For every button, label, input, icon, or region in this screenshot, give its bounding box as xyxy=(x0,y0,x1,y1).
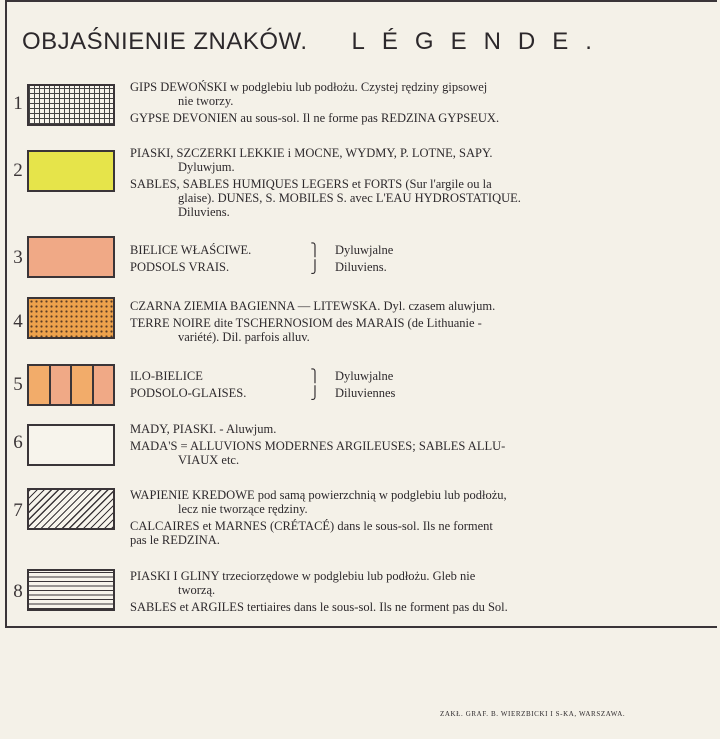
entry-line: MADY, PIASKI. - Aluwjum. xyxy=(130,422,277,436)
entry-line: PIASKI, SZCZERKI LEKKIE i MOCNE, WYDMY, P. LOTNE, SAPY. xyxy=(130,146,493,160)
brace-mark: ⎭ xyxy=(310,260,320,274)
entry-line: WAPIENIE KREDOWE pod samą powierzchnią w podglebiu lub podłożu, xyxy=(130,488,507,502)
entry-text xyxy=(130,243,670,274)
entry-line: VIAUX etc. xyxy=(178,453,240,467)
entry-line: pas le REDZINA. xyxy=(130,533,220,547)
entry-line: tworzą. xyxy=(178,583,216,597)
entry-line: Diluviens. xyxy=(335,260,387,274)
entry-line: SABLES, SABLES HUMIQUES LEGERS et FORTS (Sur l'argile ou la xyxy=(130,177,492,191)
entry-line: MADA'S = ALLUVIONS MODERNES ARGILEUSES; SABLES ALLU- xyxy=(130,439,506,453)
entry-line: Diluviens. xyxy=(178,205,230,219)
printer-credit: ZAKŁ. GRAF. B. WIERZBICKI I S-KA, WARSZAWA. xyxy=(440,710,626,718)
brace-mark: ⎫ xyxy=(310,369,320,383)
title-french: LÉGENDE. xyxy=(351,28,609,55)
entry-line: Diluviennes xyxy=(335,386,396,400)
entry-line: SABLES et ARGILES tertiaires dans le sous-sol. Ils ne forment pas du Sol. xyxy=(130,600,508,614)
entry-text xyxy=(130,146,670,219)
blank-swatch xyxy=(27,424,115,466)
diagonal-hatch-swatch xyxy=(27,488,115,530)
legend-title xyxy=(22,28,609,56)
entry-line: GIPS DEWOŃSKI w podglebiu lub podłożu. Czystej rędziny gipsowej xyxy=(130,80,488,94)
entry-number: 7 xyxy=(13,500,23,521)
entry-line: variété). Dil. parfois alluv. xyxy=(178,330,310,344)
entry-line: GYPSE DEVONIEN au sous-sol. Il ne forme pas REDZINA GYPSEUX. xyxy=(130,111,500,125)
entry-line: PODSOLO-GLAISES. xyxy=(130,386,247,400)
entry-line: lecz nie tworzące rędziny. xyxy=(178,502,308,516)
entry-number: 3 xyxy=(13,247,23,268)
entry-number: 8 xyxy=(13,581,23,602)
entry-line: PODSOLS VRAIS. xyxy=(130,260,230,274)
entry-line: nie tworzy. xyxy=(178,94,234,108)
striped-orange-swatch xyxy=(27,364,115,406)
entry-line: Dyluwjalne xyxy=(335,243,394,257)
entry-line: TERRE NOIRE dite TSCHERNOSIOM des MARAIS (de Lithuanie - xyxy=(130,316,482,330)
entry-number: 1 xyxy=(13,93,23,114)
entry-text xyxy=(130,80,670,125)
entry-line: PIASKI I GLINY trzeciorzędowe w podglebiu lub podłożu. Gleb nie xyxy=(130,569,476,583)
entry-line: Dyluwjalne xyxy=(335,369,394,383)
entry-number: 4 xyxy=(13,311,23,332)
grid-pattern-swatch xyxy=(27,84,115,126)
entry-line: CZARNA ZIEMIA BAGIENNA — LITEWSKA. Dyl. czasem aluwjum. xyxy=(130,299,496,313)
entry-text xyxy=(130,569,670,614)
entry-number: 2 xyxy=(13,160,23,181)
dotted-orange-swatch xyxy=(27,297,115,339)
entry-text xyxy=(130,369,670,400)
entry-number: 5 xyxy=(13,374,23,395)
entry-number: 6 xyxy=(13,432,23,453)
entry-text xyxy=(130,422,670,467)
title-polish: OBJAŚNIENIE ZNAKÓW. xyxy=(22,28,308,55)
entry-text xyxy=(130,299,670,344)
entry-line: glaise). DUNES, S. MOBILES S. avec L'EAU HYDROSTATIQUE. xyxy=(178,191,521,205)
yellow-swatch xyxy=(27,150,115,192)
entry-line: CALCAIRES et MARNES (CRÉTACÉ) dans le sous-sol. Ils ne forment xyxy=(130,519,493,533)
brace-mark: ⎭ xyxy=(310,386,320,400)
entry-text xyxy=(130,488,670,547)
salmon-swatch xyxy=(27,236,115,278)
brace-mark: ⎫ xyxy=(310,243,320,257)
entry-line: BIELICE WŁAŚCIWE. xyxy=(130,243,252,257)
horizontal-hatch-swatch xyxy=(27,569,115,611)
entry-line: Dyluwjum. xyxy=(178,160,235,174)
entry-line: ILO-BIELICE xyxy=(130,369,203,383)
